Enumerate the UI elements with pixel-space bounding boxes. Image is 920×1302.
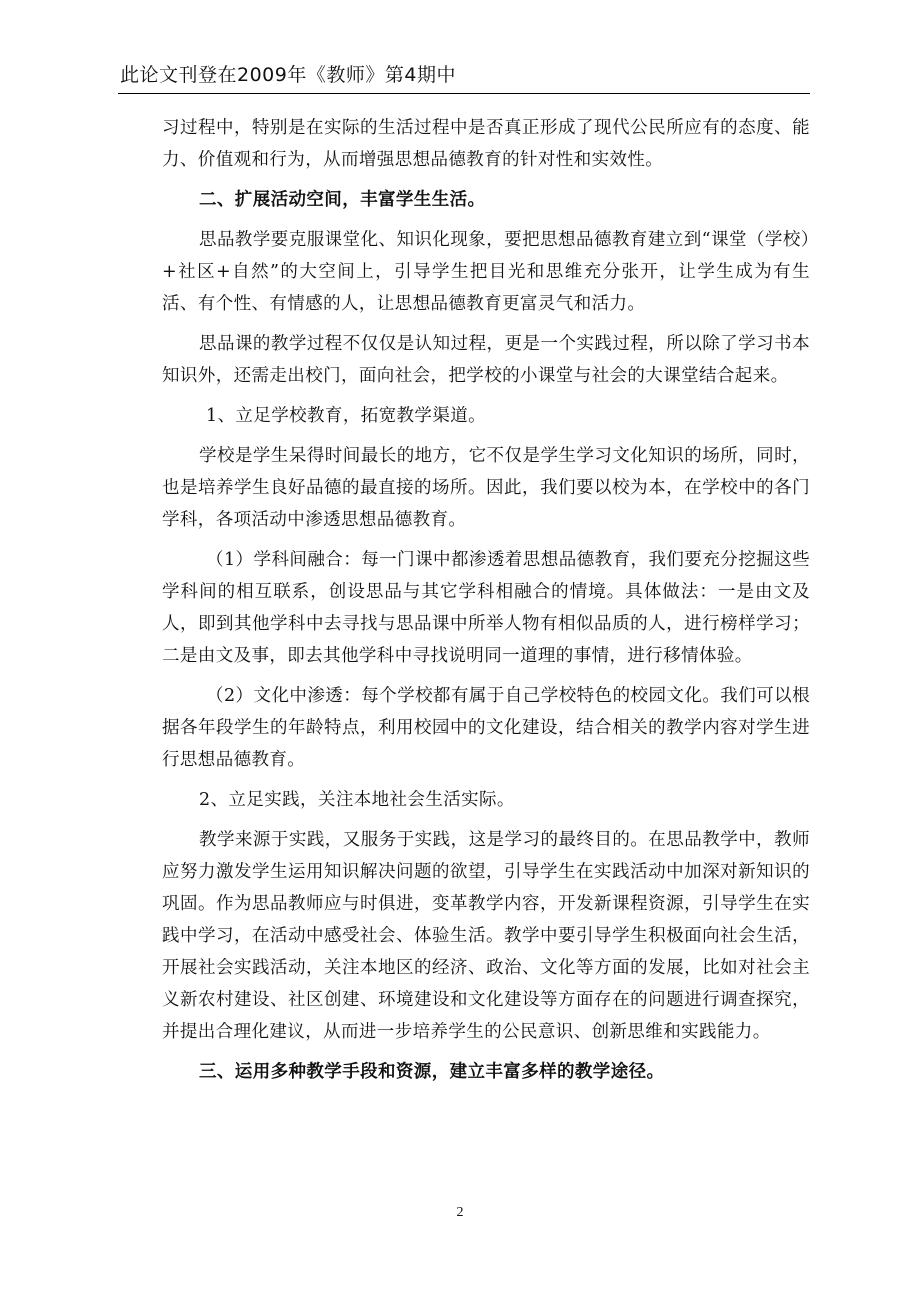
paragraph: 学校是学生呆得时间最长的地方，它不仅是学生学习文化知识的场所，同时，也是培养学生良好品德的最直接的场所。因此，我们要以校为本，在学校中的各门学科，各项活动中渗透思想品德教育。 [162,446,810,530]
page-number: 2 [456,1205,464,1220]
document-body [162,112,810,1088]
header-divider [118,93,810,94]
list-item-1: （1）学科间融合：每一门课中都渗透着思想品德教育，我们要充分挖掘这些学科间的相互联系，创设思品与其它学科相融合的情境。具体做法：一是由文及人，即到其他学科中去寻找与思品课中所举人物有相似品质的人，进行榜样学习；二是由文及事，即去其他学科中寻找说明同一道理的事情，进行移情体验。 [162,550,810,666]
paragraph: 思品课的教学过程不仅仅是认知过程，更是一个实践过程，所以除了学习书本知识外，还需走出校门，面向社会，把学校的小课堂与社会的大课堂结合起来。 [162,334,810,386]
page-header-title: 此论文刊登在2009年《教师》第4期中 [120,64,456,86]
section-heading-3: 三、运用多种教学手段和资源，建立丰富多样的教学途径。 [199,1062,665,1082]
subsection-heading-1: 1、立足学校教育，拓宽教学渠道。 [206,406,487,426]
list-item-2: （2）文化中渗透：每个学校都有属于自己学校特色的校园文化。我们可以根据各年段学生的年龄特点，利用校园中的文化建设，结合相关的教学内容对学生进行思想品德教育。 [162,686,810,770]
subsection-heading-2: 2、立足实践，关注本地社会生活实际。 [199,790,515,810]
paragraph: 教学来源于实践，又服务于实践，这是学习的最终目的。在思品教学中，教师应努力激发学生运用知识解决问题的欲望，引导学生在实践活动中加深对新知识的巩固。作为思品教师应与时俱进，变革教学内容，开发新课程资源，引导学生在实践中学习，在活动中感受社会、体验生活。教学中要引导学生积极面向社会生活，开展社会实践活动，关注本地区的经济、政治、文化等方面的发展，比如对社会主义新农村建设、社区创建、环境建设和文化建设等方面存在的问题进行调查探究，并提出合理化建议，从而进一步培养学生的公民意识、创新思维和实践能力。 [162,830,810,1042]
paragraph-continuation: 习过程中，特别是在实际的生活过程中是否真正形成了现代公民所应有的态度、能力、价值观和行为，从而增强思想品德教育的针对性和实效性。 [162,118,810,170]
paragraph: 思品教学要克服课堂化、知识化现象，要把思想品德教育建立到“课堂（学校）+社区+自然”的大空间上，引导学生把目光和思维充分张开，让学生成为有生活、有个性、有情感的人，让思想品德教育更富灵气和活力。 [162,230,810,314]
section-heading-2: 二、扩展活动空间，丰富学生生活。 [199,190,486,210]
